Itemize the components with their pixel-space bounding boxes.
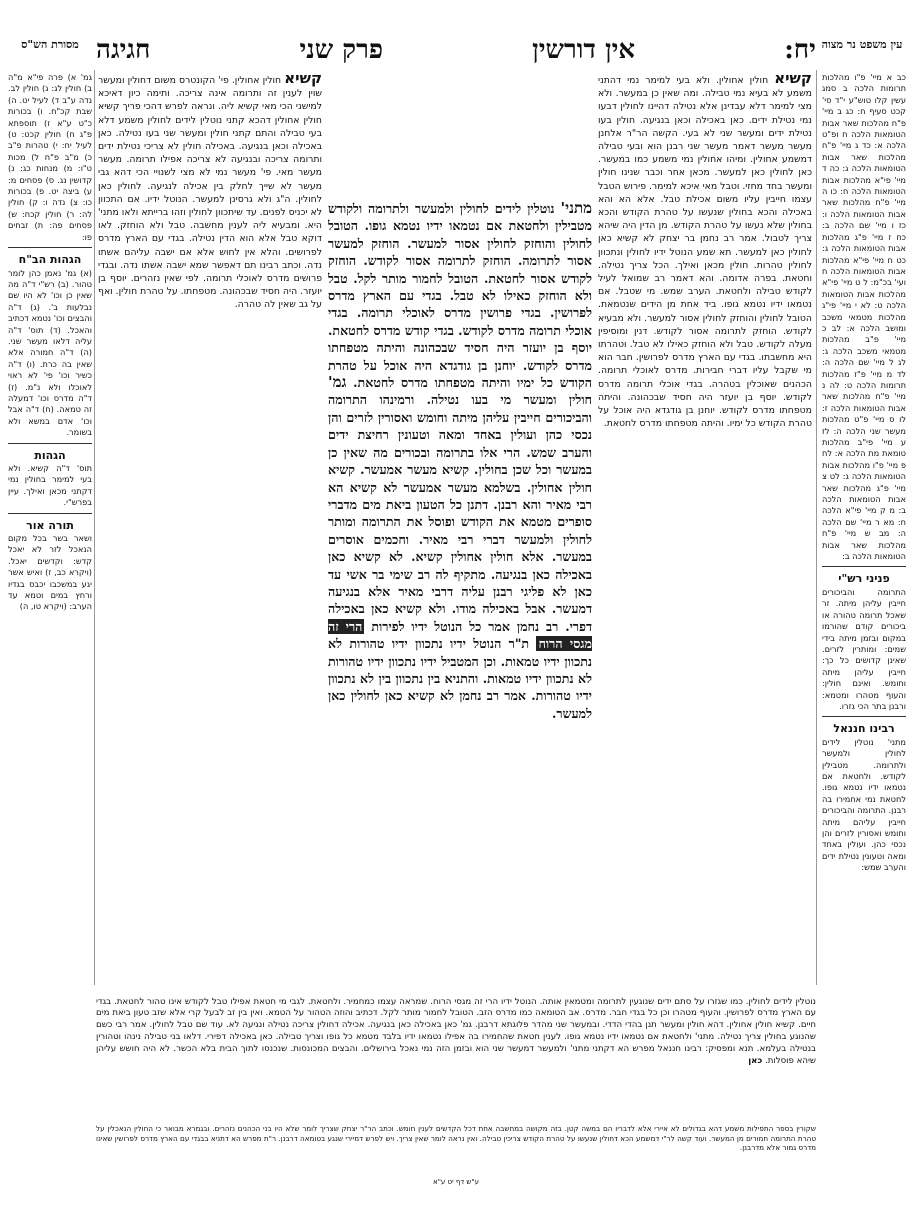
column-rule bbox=[94, 70, 95, 985]
footnote: שקורין בספר התפילות משמע דהא בגדולים לא איירי אלא לדבריו הם במשה קטן. בזה מקושה במחשבה אחת דכל הקדשים לענין חומש. וכתב הר"ר יצחק שצריך לומר שלא היו בני הכהנים נזהרים. ובגמרא מבואר כי החולין הנאכלין על טהרת התרומה חמורים מן המעשר. ועוד קשה לר"י דמשמע הכא דחולין שנעשו על טהרת הקודש צריכין טבילה. ואין נראה לומר שאין צריך. ויש לפרש דמיירי שנגע בטומאה דרבנן. ר"ת מפרש הא דתניא בבגדי עם הארץ מדרס לפרושין שאינו מדרס גמור אלא מדרבנן. bbox=[96, 1124, 816, 1153]
chapter-name: אין דורשין bbox=[532, 35, 636, 65]
hagahot-bach-text: (א) גמ' נאמן כהן לומר טהור. (ב) רש"י ד"ה מה שאין כן וכו' לא היו שם נבלעות ב'. (ג) ד"ה והבצים וכו' נטמא דכתיב והאכל. (ד) תוס' ד"ה עליה דלאו מעשר שני. (ה) ד"ה חמורה אלא שאין בה כרת. (ו) ד"ה כשיר וכו' פי' לא ראוי לאוכלו ולא נ"מ. (ז) ד"ה מדרס וכו' דמעלה זה טמאה. (ח) ד"ה אבל וכו' אדם במשא ולא בשומר. bbox=[8, 267, 92, 438]
highlighted-phrase: הרי זה מגסי הרוח bbox=[328, 618, 592, 652]
mishnah-text: נוטלין לידים לחולין ולמעשר ולתרומה ולקודש מטבילין ולחטאת אם נטמאו ידיו נטמא גופו. הטובל לחולין והוחזק לחולין אסור למעשר. הוחזק למעשר אסור לתרומה. הוחזק לתרומה אסור לקודש. הוחזק לקודש אסור לחטאת. הטובל לחמור מותר לקל. טבל ולא הוחזק כאילו לא טבל. בגדי עם הארץ מדרס לפרושין. בגדי פרושין מדרס לאוכלי תרומה. בגדי אוכלי תרומה מדרס לקודש. בגדי קודש מדרס לחטאת. יוסף בן יועזר היה חסיד שבכהונה והיתה מטפחתו מדרס לקודש. יוחנן בן גודגדא היה אוכל על טהרת הקודש כל ימיו והיתה מטפחתו מדרס לחטאת. bbox=[328, 201, 592, 391]
hagahot-text: תוס' ד"ה קשיא. ולא בעי למימר בחולין נמי דקתני מכאן ואילך. עיין בפרש"י. bbox=[8, 463, 92, 508]
divider bbox=[8, 247, 92, 248]
rashi-column bbox=[598, 72, 812, 984]
rabbenu-hananel-title: רבינו חננאל bbox=[833, 722, 895, 736]
rashi-text: חולין אחולין. ולא בעי למימר נמי דהתני משמע לא בעיא נמי טבילה. ומה שאין כן במעשר. ולא מצי למימר דלא עבדינן אלא נטילה דהיינו לחולין דבעו נמי נטילת ידים. כאן באכילה וכאן בנגיעה. חולין בעו נטילת ידים ומעשר שני לא בעי. הקשה הר"ר אלחנן מעשר מעשר דאמר מעשר שני רבנן הוא ובעי טבילה דמשמע אחולין. ומיהו אחולין נמי משמע כמו במעשר. כאן לחולין כאן למעשר. מכאן אחר וכבר שנינו חולין ומעשר בחד מחזי. וטבל מאי איכא למימר. פירוש הטבל עצמו חייבין עליו משום אכילת טבל. אלא הא והא באכילה והכא בחולין שנעשו על טהרת הקודש והכא בחולין שלא נעשו על טהרת הקודש. מן הדין היה שיהא צריך לטבול. אמר רב נחמן בר יצחק לא קשיא כאן לחולין כאן למעשר. תא שמע הנוטל ידיו לחולין ונתכוון לחולין טהרות. חולין מכאן ואילך. הכל צריך נטילה. וחטאת. בפרה אדומה. והא דאמר רב שמואל לעיל לקודש טבילה ולחטאת. הערב שמש. מי שטבל. אם נטמאו ידיו נטמא גופו. ביד אחת מן הידים שנטמאת. הטובל לחולין והוחזק לחולין אסור למעשר. ולא מבעיא לקודש. הוחזק לתרומה אסור לקודש. דנין ומוסיפין מעלה לקודש. טבל ולא הוחזק כאילו לא טבל. וטהרתו היא מחשבתו. בגדי עם הארץ מדרס לפרושין. חבר הוא מי שקבל עליו דברי חבירות. מדרס לאוכלי תרומה. הכהנים שאוכלין בטהרה. בגדי אוכלי תרומה מדרס לקודש. יוסף בן יועזר היה חסיד שבכהונה. והיתה מטפחתו מדרס לקודש. יוחנן בן גודגדא היה אוכל על טהרת הקודש כל ימיו. והיתה מטפחתו מדרס לחטאת. bbox=[598, 75, 812, 430]
torah-or-text: ושאר בשר בכל מקום הנאכל לזר לא יאכל קדש: וקדשים יאכל. (ויקרא כב, ז) ואיש אשר יגע במשכבו יכבס בגדיו ורחץ במים וטמא עד הערב: (ויקרא טו, ה) bbox=[8, 533, 92, 612]
mishnah-lead-word: מתני' bbox=[560, 200, 592, 217]
bottom-text: נוטלין לידים לחולין. כמו שגזרו על סתם ידים שנוגעין לתרומה ומטמאין אותה. הנוטל ידיו הרי זה מגסי הרוח. שמראה עצמו כמחמיר. ולחטאת. לגבי מי חטאת אפילו טבל לקודש אינו טהור לחטאת. בגדי עם הארץ מדרס לפרושין. והעוף מטהרו וכן כל בגדי חבר. מדרס. אב הטומאה כמו מדרס הזב. הטובל לחמור מותר לקל. דכתיב והוזה הטהור על הטמא. ואין בין זב לבעל קרי אלא שזב טעון ביאת מים חיים. קשיא חולין אחולין. דהא חולין ומעשר תנן בהדי הדדי. ובמעשר שני מהדר פלוגתא דרבנן. גמ' כאן באכילה כאן בנגיעה. אכילה דחולין צריכה נטילה ונגיעה לא. עוד שם טבל לחולין. אמר רבי כשם שהנוגע בחולין צריך נטילה. מתני' ולחטאת אם נטמאו ידיו נטמא גופו. לענין חטאת שהחמירו בה אפילו נטמאו ידיו בלבד מטמא כל גופו וצריך טבילה. כאן באכילה דפירי. דלאו בני טבילה נינהו וטהורין בנטילה בעלמא. תנא ומפסיק: רבינו חננאל מפרש הא דקתני מתני' ולמעשר דמעשר שני הוא ובזמן הזה נמי נאכל בירושלים. והבצים המכונסות. שנכנסו לתוך הבית בלא הכשר. לא היה חושש עליהן שיהא פוסלות. bbox=[96, 996, 816, 1066]
mesoret-title: מסורת הש"ס bbox=[21, 38, 79, 51]
bottom-commentary bbox=[96, 988, 816, 1120]
torah-or-title: תורה אור bbox=[26, 518, 74, 532]
gemara-tail: ת"ר הנוטל ידיו נתכוון ידיו טהורות לא נתכוון ידיו טמאות. וכן המטביל ידיו נתכוון ידיו טהורות לא נתכוון ידיו טמאות. והתניא בין נתכוון בין לא נתכוון ידיו טהורות. אמר רב נחמן לא קשיא כאן לחולין כאן למעשר. bbox=[328, 636, 592, 721]
rabbenu-hananel-text: מתני' נוטלין לידים לחולין ולמעשר ולתרומה. מטבילין לקודש. ולחטאת אם נטמאו ידיו נטמא גופו. לחטאת נמי אחמירו בה רבנן. התרומה והביכורים חייבין עליהם מיתה וחומש ואסורין לזרים והן נכסי כהן. ועולין באחד ומאה וטעונין נטילת ידים והערב שמש: bbox=[822, 736, 906, 873]
ein-mishpat-column bbox=[822, 72, 906, 982]
hagahot-bach-title: הגהות הב"ח bbox=[18, 253, 82, 267]
footnote-signature: ע"ש דף יט ע"א bbox=[433, 1178, 479, 1186]
gemara-lead-word: גמ' bbox=[328, 373, 347, 392]
mesoret-column bbox=[8, 72, 92, 982]
divider bbox=[8, 513, 92, 514]
tosafot-column bbox=[98, 72, 322, 984]
divider bbox=[8, 443, 92, 444]
ein-mishpat-text: כב א מיי' פ"ו מהלכות תרומות הלכה ב סמג עשין קלו טוש"ע י"ד סי' קכט סעיף ח: כג ב מיי' פ"ח מהלכות שאר אבות הטומאות הלכה ח ופ"ט הלכה א: כד ג מיי' פ"ח מהלכות שאר אבות הטומאות הלכה ג: כה ד מיי' פי"א מהלכות אבות הטומאות הלכה ח: כו ה מיי' פ"ח מהלכות שאר אבות הטומאות הלכה ו: כז ו מיי' שם הלכה ב: כח ז מיי' פ"ג מהלכות אבות הטומאות הלכה ג: כט ח מיי' פי"א מהלכות אבות הטומאות הלכה ח ועי' בכ"מ: ל ט מיי' פי"א מהלכות אבות הטומאות הלכה ט: לא י מיי' פי"ג מהלכות מטמאי משכב ומושב הלכה א: לב כ מיי' פ"ב מהלכות מטמאי משכב הלכה ג: לג ל מיי' שם הלכה ה: לד מ מיי' פ"ז מהלכות תרומות הלכה ט: לה נ מיי' פ"ח מהלכות שאר אבות הטומאות הלכה ז: לו ס מיי' פ"ט מהלכות מעשר שני הלכה ה: לז ע מיי' פי"ב מהלכות טומאת מת הלכה א: לח פ מיי' פ"ו מהלכות אבות הטומאות הלכה ג: לט צ מיי' פ"ג מהלכות שאר אבות הטומאות הלכה ב: מ ק מיי' פי"א הלכה ח: מא ר מיי' שם הלכה ה: מב ש מיי' פ"ח מהלכות שאר אבות הטומאות הלכה ב: bbox=[822, 72, 906, 562]
ein-mishpat-title: עין משפט נר מצוה bbox=[821, 38, 903, 51]
rashi-lead-word: קשיא bbox=[774, 72, 812, 87]
tractate-name: חגיגה bbox=[96, 35, 151, 65]
tosafot-text: חולין אחולין. פי' הקונטרס משום דחולין ומעשר שוין לענין זה ותרומה אינה צריכה. ותימה כיון דאיכא למישני הכי מאי קשיא ליה. ונראה לפרש דהכי פריך קשיא חולין אחולין דהכא קתני נוטלין לידים לחולין משמע דלא בעי טבילה והתם קתני חולין ומעשר שני בעו נטילה. כאן באכילה וכאן בנגיעה. באכילה חולין לא צריכי נטילת ידים ותרומה צריכה ובנגיעה לא צריכה אפילו תרומה. מעשר מעשר מאי. פי' מעשר נמי לא מצי לשנויי הכי דהא גבי מעשר לא שייך לחלק בין אכילה לנגיעה. לחולין כאן לחולין. ה"ג ולא גרסינן למעשר. הנוטל ידיו. אם התכוון לא יכניס לפנים. עד שיתכוון לחולין וזהו ברייתא ולאו מתני' היא. ומבעיא ליה לענין מחשבה. טבל ולא הוחזק. לאו דוקא טבל אלא הוא הדין נטילה. בגדי עם הארץ מדרס לפרושים. והלא אין לחוש אלא אם ישבה עליהם אשתו נדה. וכתב רבינו תם דאפשר שמא ישבה אשתו נדה. ובגדי פרושים מדרס לאוכלי תרומה. לפי שאין נזהרים. יוסף בן יועזר. היה חסיד שבכהונה. מטפחתו. על טהרת חולין. ואף על גב שאין לה טהרה. bbox=[98, 75, 322, 311]
penei-rashi-title: פניני רש"י bbox=[838, 572, 890, 586]
divider bbox=[822, 566, 906, 567]
divider bbox=[822, 716, 906, 717]
gemara-text-block bbox=[328, 200, 592, 790]
tosafot-lead-word: קשיא bbox=[284, 72, 322, 87]
gemara-text: חולין ומעשר מי בעו נטילה. ורמינהו התרומה והביכורים חייבין עליהן מיתה וחומש ואסורין לזרים והן נכסי כהן ועולין באחד ומאה וטעונין רחיצת ידים והערב שמש. הרי אלו בתרומה ובכורים מה שאין כן במעשר וכל שכן בחולין. קשיא מעשר אמעשר. קשיא חולין אחולין. בשלמא מעשר אמעשר לא קשיא הא רבי מאיר והא רבנן. דתנן כל הטעון ביאת מים מדברי סופרים מטמא את הקודש ופוסל את התרומה ומותר לחולין ולמעשר דברי רבי מאיר. וחכמים אוסרים במעשר. אלא חולין אחולין קשיא. לא קשיא כאן באכילה כאן בנגיעה. מתקיף לה רב שימי בר אשי עד כאן לא פליגי רבנן עליה דרבי מאיר אלא בנגיעה דמעשר. אבל באכילה מודו. ולא קשיא כאן באכילה דפרי. רב נחמן אמר כל הנוטל ידיו לפירות bbox=[328, 392, 592, 634]
penei-rashi-text: התרומה והביכורים חייבין עליהן מיתה. זר שאכל תרומה טהורה או ביכורים קודם שהורמו במקום ובזמן מיתה בידי שמים: ומותרין לזרים. שאינן קדושים כל כך: חייבין עליהן מיתה וחומש. ואינם חולין: והעוף מטהרו ומטמא: ורבנן בתר הכי גזרו. bbox=[822, 586, 906, 711]
column-rule bbox=[816, 70, 817, 985]
page-header bbox=[96, 36, 816, 64]
hagahot-title: הגהות bbox=[34, 448, 66, 462]
mesoret-text: גמ' א) פרה פי"א מ"ה ב) חולין לג: ג) חולין לב. נדה ע"ב ד) לעיל יט. ה) שבת קכ"ח. ו) בכורות כ"ט ע"א ז) תוספתא פ"ג ח) חולין קכט: ט) לעיל יח: י) טהרות פ"ב כ) מ"ב פ"ח ל) מכות ט"ו: מ) מנחות כג: נ) קדושין נג. ס) פסחים מ: ע) ביצה יט. פ) בכורות כו: צ) נדה ו: ק) חולין לה: ר) חולין קכח: ש) פסחים פה: ת) זבחים פו: bbox=[8, 72, 92, 242]
daf-number: יח: bbox=[784, 35, 816, 65]
bottom-ending: כאן bbox=[748, 1055, 763, 1066]
chapter-number: פרק שני bbox=[299, 35, 384, 65]
